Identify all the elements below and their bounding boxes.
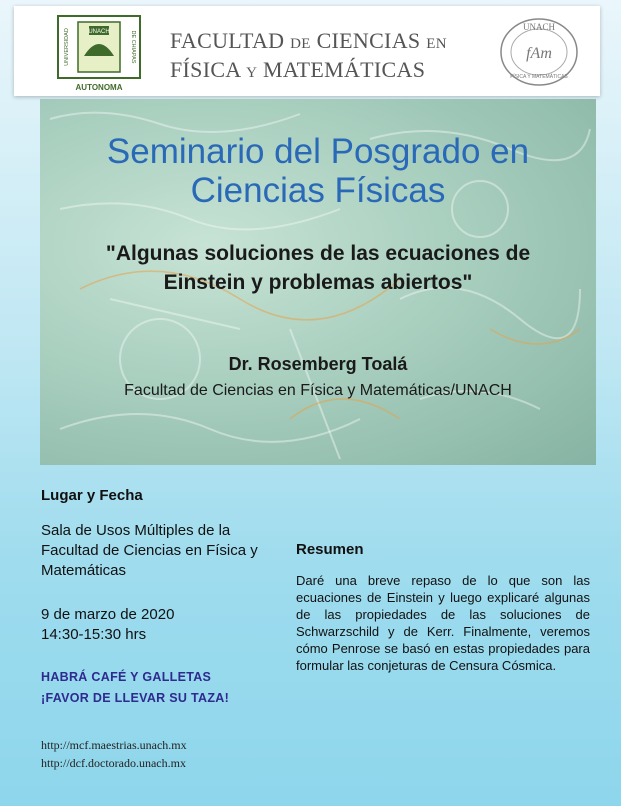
- svg-text:UNACH: UNACH: [522, 22, 556, 32]
- svg-text:AUTONOMA: AUTONOMA: [75, 83, 123, 92]
- date-time: [41, 605, 174, 645]
- fam-logo: [498, 16, 580, 88]
- talk-title: "Algunas soluciones de las ecuaciones de Einstein y problemas abiertos": [105, 242, 531, 294]
- svg-text:DE CHIAPAS: DE CHIAPAS: [130, 30, 136, 64]
- speaker-affiliation: Facultad de Ciencias en Física y Matemáticas/UNACH: [124, 382, 512, 399]
- header-banner: [14, 6, 600, 96]
- faculty-name-line1: FACULTAD DE CIENCIAS EN: [170, 28, 447, 53]
- place-text: Sala de Usos Múltiples de la Facultad de Ciencias en Física y Matemáticas: [41, 522, 258, 579]
- faculty-name: [170, 28, 447, 86]
- unach-seal-logo: [44, 12, 154, 92]
- svg-text:UNIVERSIDAD: UNIVERSIDAD: [64, 28, 70, 66]
- faculty-name-line2: FÍSICA Y MATEMÁTICAS: [170, 57, 426, 82]
- masters-link[interactable]: http://mcf.maestrias.unach.mx: [41, 738, 187, 752]
- doctorate-link[interactable]: http://dcf.doctorado.unach.mx: [41, 756, 186, 770]
- website-links: [41, 736, 187, 772]
- seminar-title: Seminario del Posgrado en Ciencias Físicas: [106, 132, 530, 210]
- speaker-name: Dr. Rosemberg Toalá: [228, 354, 408, 374]
- svg-text:fAm: fAm: [526, 45, 552, 62]
- summary-heading: Resumen: [296, 541, 364, 558]
- chalkboard-banner: [40, 99, 596, 465]
- event-date: 9 de marzo de 2020: [41, 606, 175, 623]
- svg-text:FÍSICA Y MATEMÁTICAS: FÍSICA Y MATEMÁTICAS: [510, 74, 568, 80]
- summary-text: Daré una breve repaso de lo que son las ecuaciones de Einstein y luego explicaré algunas de las propiedades de las soluciones de Schwarzschild y de Kerr. Finalmente, veremos cómo Penrose se basó en estas propiedades para formular las conjeturas de Censura Cósmica.: [296, 573, 590, 673]
- svg-text:UNACH: UNACH: [88, 29, 110, 35]
- place-heading: Lugar y Fecha: [41, 487, 143, 504]
- event-time: 14:30-15:30 hrs: [41, 626, 147, 643]
- coffee-notice: HABRÁ CAFÉ Y GALLETAS ¡FAVOR DE LLEVAR SU TAZA!: [41, 670, 230, 705]
